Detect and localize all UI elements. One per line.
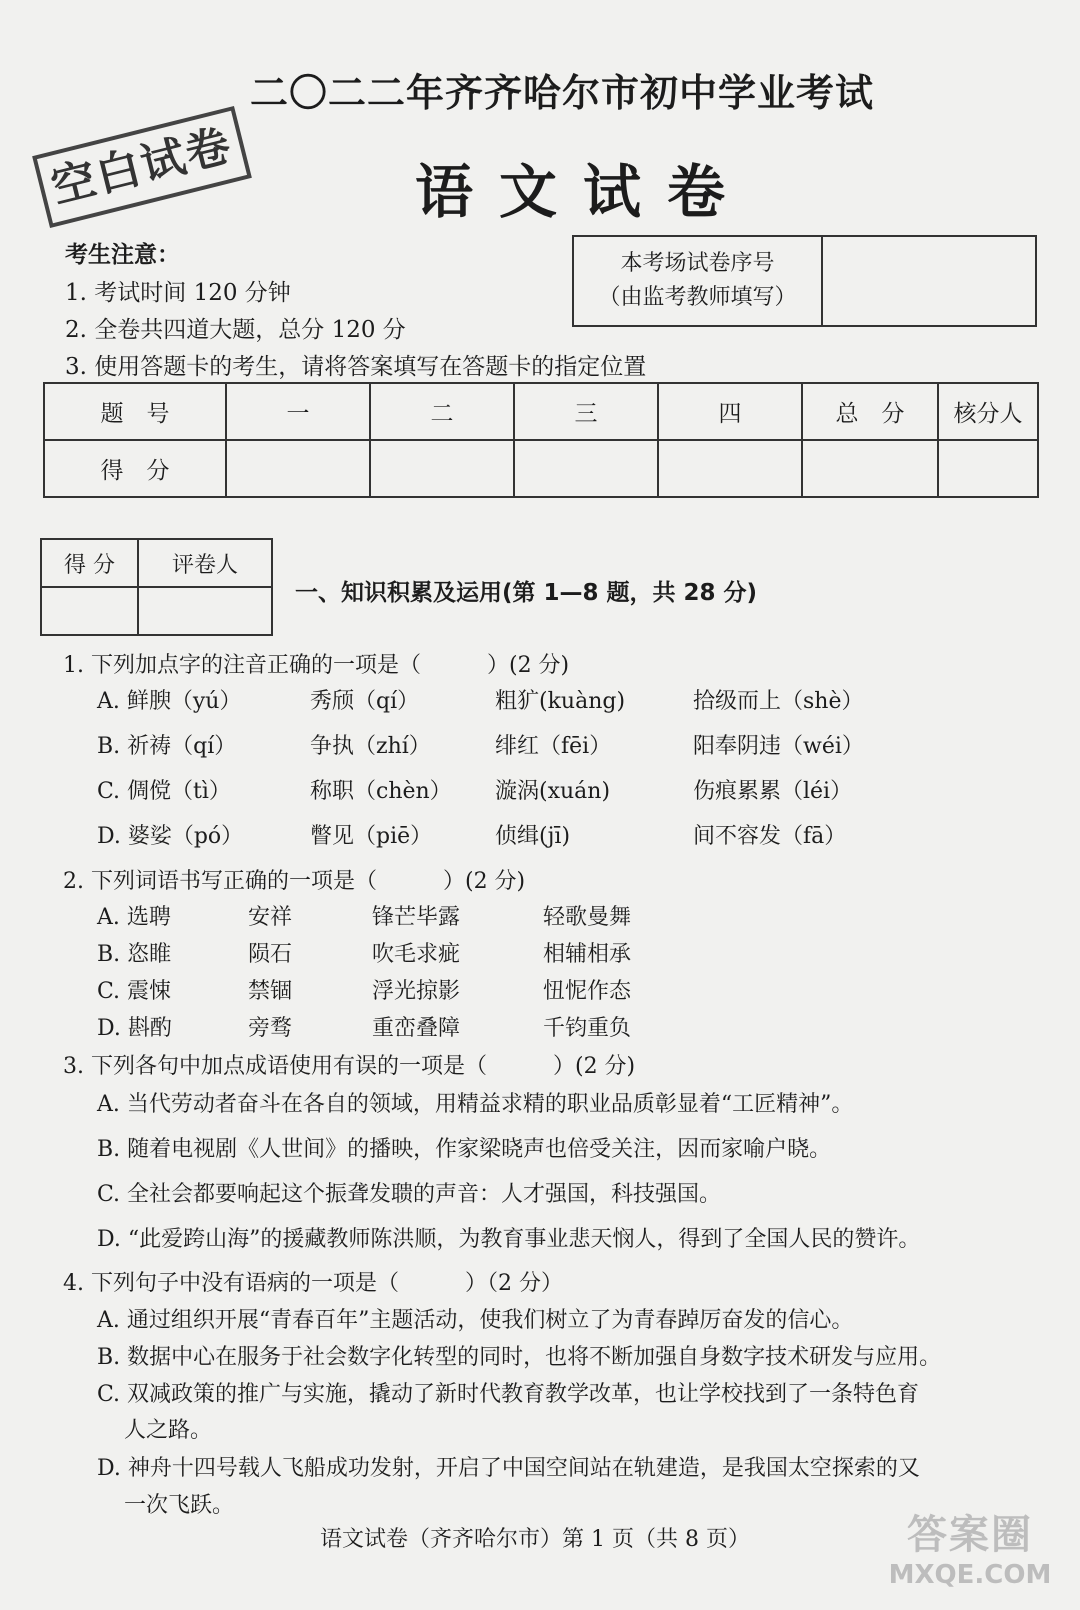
score-header-cell: 总 分 <box>802 383 938 440</box>
notice-heading: 考生注意： <box>65 242 180 268</box>
blank-paper-stamp: 空白试卷 <box>32 106 252 228</box>
question-stem: 2. 下列词语书写正确的一项是（ ）(2 分) <box>63 869 526 894</box>
grader-name-label: 评卷人 <box>138 539 272 587</box>
watermark-url: MXQE.COM <box>888 1560 1052 1590</box>
subject-title: 语文试卷 <box>415 158 752 226</box>
option-cell: 伤痕累累（léi） <box>693 779 853 804</box>
score-value-row <box>44 440 1038 497</box>
option-cell: 吹毛求疵 <box>372 942 461 967</box>
grader-box <box>40 538 273 636</box>
option-cell: D. 婆娑（pó） <box>97 824 244 849</box>
option-cell: 旁骛 <box>248 1016 293 1041</box>
option-cell: 阳奉阴违（wéi） <box>693 734 864 759</box>
question-stem: 3. 下列各句中加点成语使用有误的一项是（ ）(2 分) <box>63 1054 636 1079</box>
section-title: 一、知识积累及运用(第 1—8 题，共 28 分) <box>295 580 758 606</box>
score-header-cell: 题 号 <box>44 383 226 440</box>
option-line: A. 当代劳动者奋斗在各自的领域，用精益求精的职业品质彰显着“工匠精神”。 <box>97 1092 854 1117</box>
option-line: C. 全社会都要响起这个振聋发聩的声音：人才强国，科技强国。 <box>97 1182 722 1207</box>
option-cell: B. 恣睢 <box>97 942 172 967</box>
option-line: 人之路。 <box>124 1418 213 1443</box>
option-cell: 忸怩作态 <box>543 979 632 1004</box>
question-stem: 1. 下列加点字的注音正确的一项是（ ）(2 分) <box>63 653 570 678</box>
option-cell: 拾级而上（shè） <box>693 689 864 714</box>
score-header-row <box>44 383 1038 440</box>
option-line: D. “此爱跨山海”的援藏教师陈洪顺，为教育事业悲天悯人，得到了全国人民的赞许。 <box>97 1227 921 1252</box>
score-header-cell: 三 <box>514 383 658 440</box>
score-cell[interactable] <box>938 440 1038 497</box>
score-header-cell: 四 <box>658 383 802 440</box>
grader-score-cell[interactable] <box>41 587 138 635</box>
option-line: C. 双减政策的推广与实施，撬动了新时代教育教学改革，也让学校找到了一条特色育 <box>97 1382 920 1407</box>
option-line: B. 随着电视剧《人世间》的播映，作家梁晓声也倍受关注，因而家喻户晓。 <box>97 1137 832 1162</box>
option-cell: 绯红（fēi） <box>495 734 612 759</box>
option-cell: A. 鲜腴（yú） <box>97 689 242 714</box>
option-cell: 浮光掠影 <box>372 979 461 1004</box>
watermark-text: 答案圈 <box>907 1512 1033 1558</box>
score-cell[interactable] <box>658 440 802 497</box>
score-cell[interactable] <box>226 440 370 497</box>
option-cell: 安祥 <box>248 905 293 930</box>
notice-item: 2. 全卷共四道大题，总分 120 分 <box>65 317 406 343</box>
score-cell[interactable] <box>802 440 938 497</box>
option-cell: C. 震悚 <box>97 979 172 1004</box>
option-cell: 称职（chèn） <box>310 779 452 804</box>
seq-label-line1: 本考场试卷序号 <box>620 251 775 276</box>
score-row-label: 得 分 <box>44 440 226 497</box>
score-cell[interactable] <box>514 440 658 497</box>
seq-label <box>573 236 822 326</box>
option-line: D. 神舟十四号载人飞船成功发射，开启了中国空间站在轨建造，是我国太空探索的又 <box>97 1456 920 1481</box>
option-line: 一次飞跃。 <box>124 1493 235 1518</box>
option-cell: 锋芒毕露 <box>372 905 461 930</box>
grader-name-cell[interactable] <box>138 587 272 635</box>
option-cell: 轻歌曼舞 <box>543 905 632 930</box>
watermark-logo <box>880 1510 1060 1605</box>
seq-number-box <box>572 235 1037 327</box>
option-cell: 漩涡(xuán) <box>495 779 611 804</box>
option-cell: 秀颀（qí） <box>310 689 420 714</box>
notice-item: 3. 使用答题卡的考生，请将答案填写在答题卡的指定位置 <box>65 354 647 380</box>
notice-item: 1. 考试时间 120 分钟 <box>65 280 291 306</box>
option-cell: D. 斟酌 <box>97 1016 172 1041</box>
score-table <box>43 382 1039 498</box>
option-cell: 瞥见（piē） <box>310 824 433 849</box>
option-cell: C. 倜傥（tì） <box>97 779 231 804</box>
score-header-cell: 二 <box>370 383 514 440</box>
score-cell[interactable] <box>370 440 514 497</box>
option-cell: 千钧重负 <box>543 1016 632 1041</box>
option-line: B. 数据中心在服务于社会数字化转型的同时，也将不断加强自身数字技术研发与应用。 <box>97 1345 942 1370</box>
option-cell: 粗犷(kuàng) <box>495 689 626 714</box>
option-cell: 间不容发（fā） <box>693 824 847 849</box>
option-cell: 侦缉(jī) <box>495 824 571 849</box>
exam-title: 二〇二二年齐齐哈尔市初中学业考试 <box>250 71 875 115</box>
option-cell: B. 祈祷（qí） <box>97 734 237 759</box>
option-cell: 陨石 <box>248 942 293 967</box>
question-stem: 4. 下列句子中没有语病的一项是（ ）（2 分） <box>63 1271 563 1296</box>
option-cell: 争执（zhí） <box>310 734 431 759</box>
seq-label-line2: （由监考教师填写） <box>598 285 797 310</box>
grader-score-label: 得 分 <box>41 539 138 587</box>
option-line: A. 通过组织开展“青春百年”主题活动，使我们树立了为青春踔厉奋发的信心。 <box>97 1308 854 1333</box>
option-cell: 重峦叠障 <box>372 1016 461 1041</box>
score-header-cell: 一 <box>226 383 370 440</box>
seq-input-cell[interactable] <box>822 236 1036 326</box>
option-cell: 相辅相承 <box>543 942 632 967</box>
option-cell: 禁锢 <box>248 979 293 1004</box>
option-cell: A. 选聘 <box>97 905 171 930</box>
score-header-cell: 核分人 <box>938 383 1038 440</box>
page-footer: 语文试卷（齐齐哈尔市）第 1 页（共 8 页） <box>320 1527 750 1552</box>
